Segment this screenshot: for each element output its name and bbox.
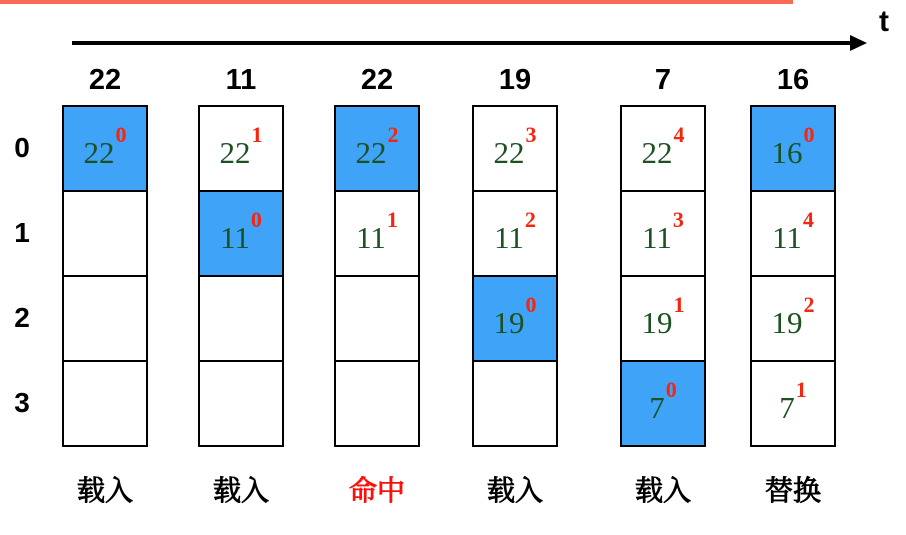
frame-cell (198, 275, 284, 362)
frame-cell (620, 190, 706, 277)
page-value: 16 (771, 135, 803, 170)
frame-cell (472, 105, 558, 192)
time-axis-label: t (879, 5, 889, 38)
action-label: 命中 (348, 475, 405, 506)
slide-accent-line (0, 0, 793, 4)
frame-stack (750, 105, 836, 447)
action-label: 载入 (76, 475, 133, 506)
age-counter: 1 (251, 121, 263, 147)
age-counter: 1 (386, 206, 398, 232)
page-value: 22 (641, 135, 673, 170)
age-counter: 1 (673, 291, 685, 317)
action-label: 替换 (764, 475, 821, 506)
frame-cell (472, 360, 558, 447)
frame-cell (620, 360, 706, 447)
frame-index-label-2: 2 (14, 302, 30, 333)
access-page-number: 22 (88, 64, 122, 96)
page-value: 11 (494, 220, 524, 255)
page-value: 19 (641, 305, 673, 340)
frame-cell (334, 190, 420, 277)
age-counter: 3 (672, 206, 684, 232)
page-value: 22 (83, 135, 115, 170)
page-value: 11 (356, 220, 386, 255)
frame-cell (750, 360, 836, 447)
page-value: 11 (642, 220, 672, 255)
access-page-number: 11 (225, 64, 257, 96)
frame-stack (198, 105, 284, 447)
frame-stack (472, 105, 558, 447)
access-column (620, 56, 706, 506)
page-value: 7 (649, 390, 665, 425)
frame-cell (62, 190, 148, 277)
frame-cell (620, 275, 706, 362)
page-value: 22 (493, 135, 525, 170)
age-counter: 0 (250, 206, 262, 232)
action-label: 载入 (212, 475, 269, 506)
frame-cell (198, 360, 284, 447)
age-counter: 2 (387, 121, 399, 147)
frame-cell (750, 105, 836, 192)
frame-cell (750, 275, 836, 362)
frame-cell (62, 360, 148, 447)
frame-cell (198, 190, 284, 277)
frame-index-label-3: 3 (14, 387, 30, 418)
frame-cell (334, 360, 420, 447)
frame-cell (334, 275, 420, 362)
page-value: 19 (771, 305, 803, 340)
time-axis-line (72, 41, 854, 45)
frame-cell (62, 105, 148, 192)
frame-cell (62, 275, 148, 362)
action-label: 载入 (486, 475, 543, 506)
age-counter: 0 (803, 121, 815, 147)
page-value: 11 (772, 220, 802, 255)
age-counter: 0 (525, 291, 537, 317)
page-value: 19 (493, 305, 525, 340)
frame-stack (620, 105, 706, 447)
access-column (334, 56, 420, 506)
access-page-number: 7 (654, 64, 672, 96)
frame-cell (750, 190, 836, 277)
age-counter: 2 (524, 206, 536, 232)
access-page-number: 16 (776, 64, 810, 96)
frame-stack (62, 105, 148, 447)
page-value: 22 (355, 135, 387, 170)
time-axis-arrowhead-icon (850, 35, 867, 51)
frame-index-label-0: 0 (14, 132, 30, 163)
access-page-number: 19 (498, 64, 532, 96)
access-column (750, 56, 836, 506)
access-column (472, 56, 558, 506)
age-counter: 0 (115, 121, 127, 147)
frame-stack (334, 105, 420, 447)
age-counter: 3 (525, 121, 537, 147)
frame-cell (334, 105, 420, 192)
access-column (62, 56, 148, 506)
age-counter: 0 (665, 376, 677, 402)
page-value: 11 (220, 220, 250, 255)
age-counter: 1 (795, 376, 807, 402)
frame-cell (472, 275, 558, 362)
age-counter: 4 (673, 121, 685, 147)
action-label: 载入 (634, 475, 691, 506)
access-column (198, 56, 284, 506)
frame-cell (472, 190, 558, 277)
frame-cell (620, 105, 706, 192)
page-value: 22 (219, 135, 251, 170)
age-counter: 2 (803, 291, 815, 317)
frame-index-label-1: 1 (14, 217, 30, 248)
access-page-number: 22 (360, 64, 394, 96)
frame-cell (198, 105, 284, 192)
page-value: 7 (779, 390, 795, 425)
age-counter: 4 (802, 206, 814, 232)
